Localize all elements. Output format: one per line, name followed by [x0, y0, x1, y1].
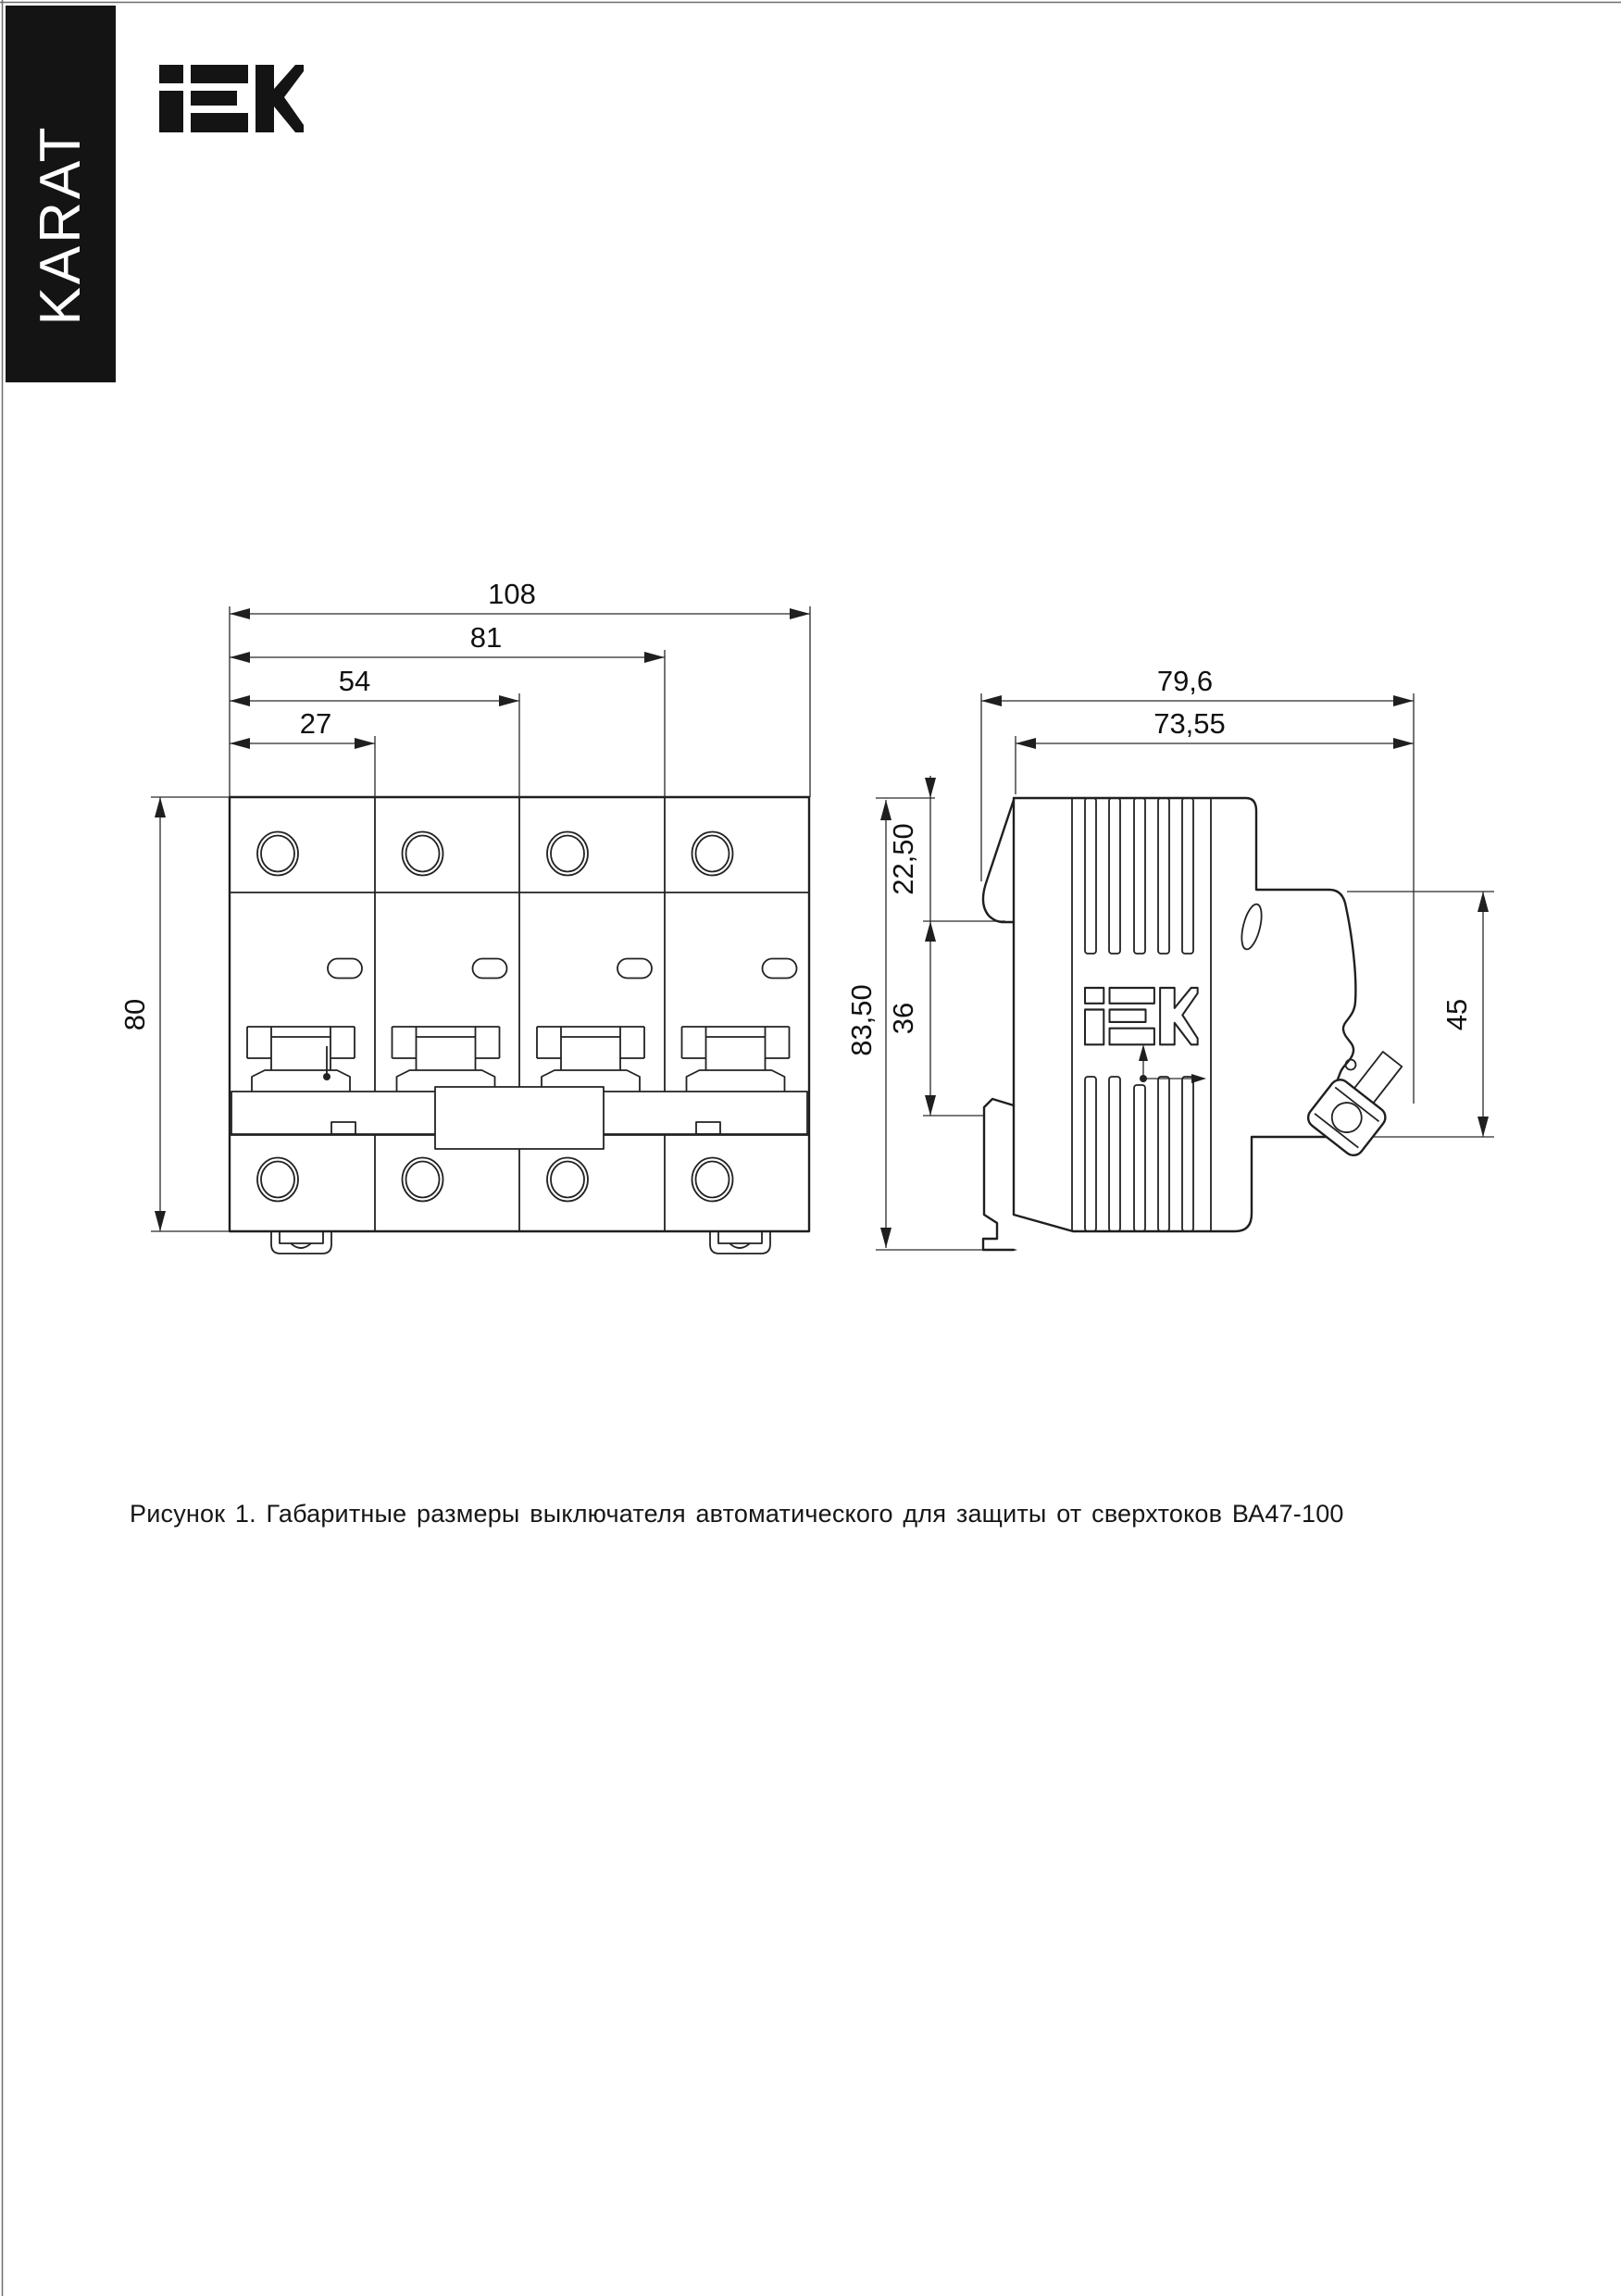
din-clip-right — [710, 1232, 770, 1254]
din-hook-top — [983, 800, 1014, 922]
karat-banner — [6, 6, 116, 382]
dim-front-height-45: 45 — [1440, 998, 1473, 1031]
iek-logo — [159, 65, 304, 132]
pivot-hole — [1346, 1060, 1356, 1070]
front-view — [118, 578, 810, 1254]
dim-depth-total: 79,6 — [1156, 665, 1214, 697]
figure-caption: Рисунок 1. Габаритные размеры выключателя автоматического для защиты от сверхтоков ВА47-100 — [130, 1500, 1344, 1528]
side-view — [845, 665, 1494, 1250]
dim-total-width: 108 — [488, 578, 536, 610]
tie-bar-center-box — [435, 1087, 604, 1149]
karat-banner-label: KARAT — [29, 124, 93, 326]
dim-depth-body: 73,55 — [1153, 707, 1226, 740]
pole-module-1 — [247, 832, 362, 1202]
dim-front-height: 80 — [118, 998, 151, 1031]
dim-top-offset: 22,50 — [887, 823, 919, 895]
din-clip-left — [271, 1232, 331, 1254]
dim-height-total: 83,50 — [845, 984, 878, 1056]
dim-rail-zone: 36 — [887, 1002, 919, 1035]
side-body-outline — [1014, 798, 1355, 1231]
pole-module-4 — [682, 832, 797, 1202]
dim-width-27: 27 — [299, 707, 332, 740]
dim-width-81: 81 — [469, 621, 503, 654]
din-hook-bottom — [983, 1099, 1014, 1250]
dim-width-54: 54 — [338, 665, 371, 697]
handle-pointer — [323, 1046, 330, 1080]
